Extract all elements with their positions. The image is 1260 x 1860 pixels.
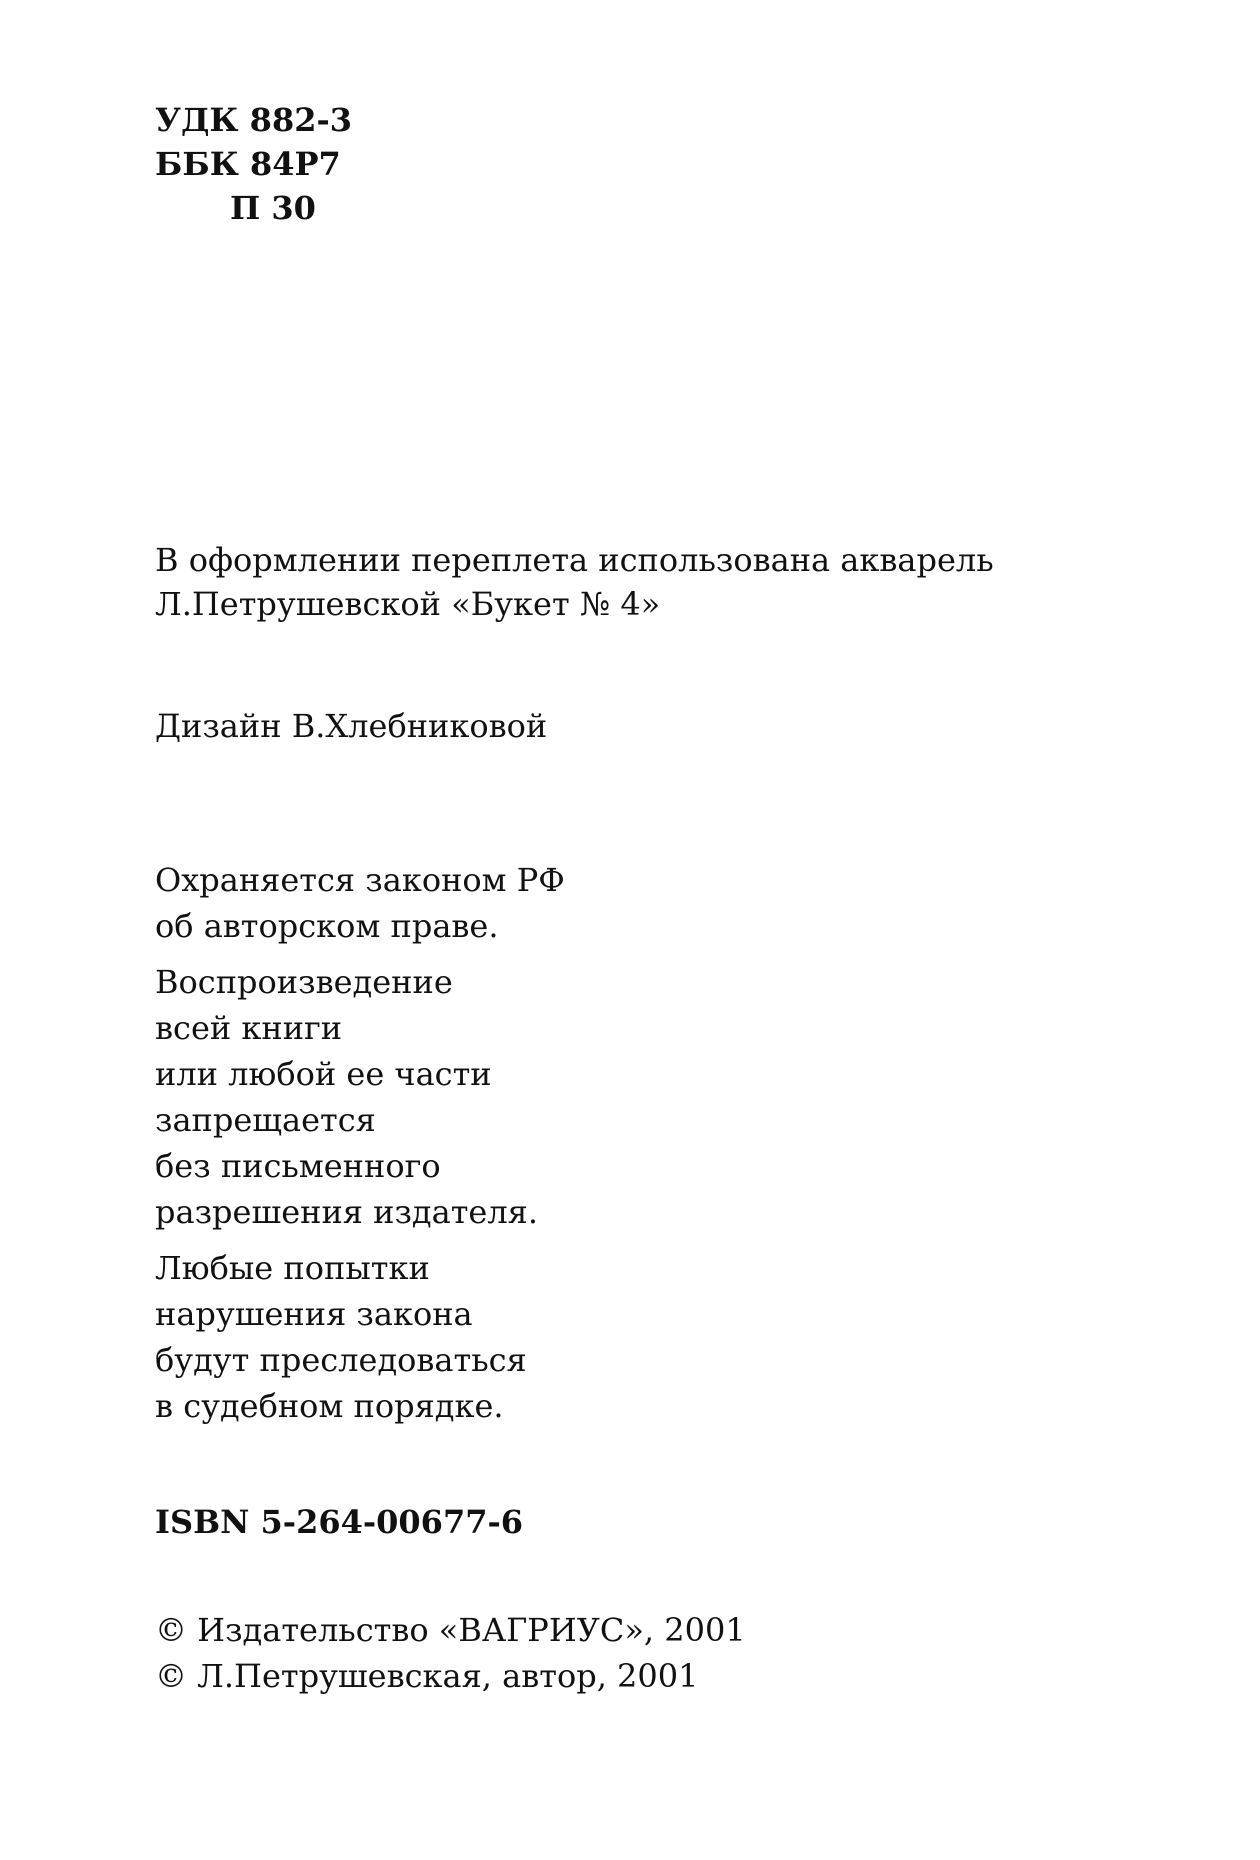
copyright-line: © Л.Петрушевская, автор, 2001	[155, 1657, 699, 1695]
binding-note-line: Л.Петрушевской «Букет № 4»	[155, 585, 661, 623]
design-credit: Дизайн В.Хлебниковой	[155, 707, 548, 745]
notice-line: будут преследоваться	[155, 1341, 527, 1379]
notice-line: без письменного	[155, 1147, 441, 1185]
bbk-code: ББК 84Р7	[155, 145, 341, 183]
notice-line: об авторском праве.	[155, 907, 499, 945]
binding-note-line: В оформлении переплета использована акварель	[155, 541, 994, 579]
notice-line: в судебном порядке.	[155, 1387, 504, 1425]
notice-line: разрешения издателя.	[155, 1193, 539, 1231]
isbn: ISBN 5-264-00677-6	[155, 1503, 524, 1541]
notice-line: всей книги	[155, 1009, 343, 1047]
notice-line: нарушения закона	[155, 1295, 473, 1333]
copyright-line: © Издательство «ВАГРИУС», 2001	[155, 1611, 746, 1649]
author-mark: П 30	[230, 189, 316, 227]
notice-line: запрещается	[155, 1101, 376, 1139]
notice-line: Охраняется законом РФ	[155, 861, 565, 899]
notice-line: Воспроизведение	[155, 963, 453, 1001]
notice-line: или любой ее части	[155, 1055, 492, 1093]
notice-line: Любые попытки	[155, 1249, 430, 1287]
udk-code: УДК 882-3	[155, 101, 353, 139]
